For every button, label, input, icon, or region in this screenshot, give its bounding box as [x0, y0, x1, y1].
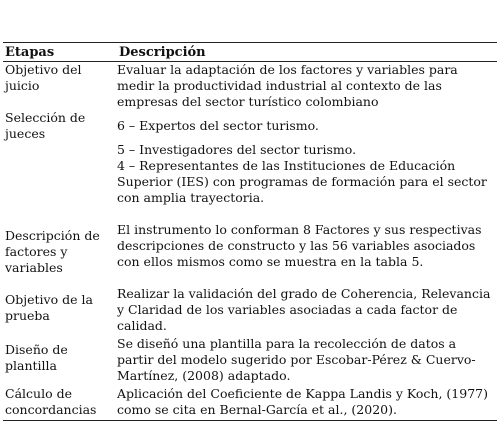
stages-table [3, 42, 497, 421]
table-row [3, 108, 497, 222]
descripcion-text: Evaluar la adaptación de los factores y variables para medir la productividad industrial al contexto de las empresas del sector turístico colombiano [117, 62, 458, 109]
table-row [3, 222, 497, 286]
etapa-cell: Cálculo de concordancias [5, 386, 97, 417]
descripcion-text: Aplicación del Coeficiente de Kappa Landis y Koch, (1977) como se cita en Bernal-García et al., (2020). [117, 386, 488, 417]
descripcion-text: Realizar la validación del grado de Coherencia, Relevancia y Claridad de los variables asociadas a cada factor de calidad. [117, 286, 491, 333]
table-row [3, 62, 497, 108]
etapa-cell: Selección de jueces [5, 110, 86, 141]
table-row [3, 336, 497, 386]
descripcion-text: 6 – Expertos del sector turismo. [117, 118, 319, 133]
table-row [3, 386, 497, 420]
header-etapas: Etapas [5, 44, 55, 60]
etapa-cell: Objetivo del juicio [5, 62, 82, 93]
descripcion-text: Se diseñó una plantilla para la recolección de datos a partir del modelo sugerido por Escobar-Pérez & Cuervo-Martínez, (2008) adaptado. [117, 336, 476, 383]
descripcion-cell [115, 108, 497, 222]
table-row [3, 286, 497, 336]
descripcion-text: 4 – Representantes de las Instituciones de Educación Superior (IES) con programas de formación para el sector con amplia trayectoria. [117, 158, 487, 205]
descripcion-cell [115, 62, 497, 108]
descripcion-text: El instrumento lo conforman 8 Factores y sus respectivas descripciones de constructo y las 56 variables asociados con ellos mismos como se muestra en la tabla 5. [117, 222, 482, 269]
descripcion-cell [115, 386, 497, 420]
etapa-cell: Descripción de factores y variables [5, 228, 100, 275]
descripcion-cell [115, 222, 497, 286]
etapa-cell: Diseño de plantilla [5, 342, 68, 373]
descripcion-cell [115, 336, 497, 386]
etapa-cell: Objetivo de la prueba [5, 292, 93, 323]
descripcion-cell [115, 286, 497, 336]
table-header [3, 43, 497, 62]
descripcion-text: 5 – Investigadores del sector turismo. [117, 142, 357, 157]
header-descripcion: Descripción [119, 44, 206, 60]
